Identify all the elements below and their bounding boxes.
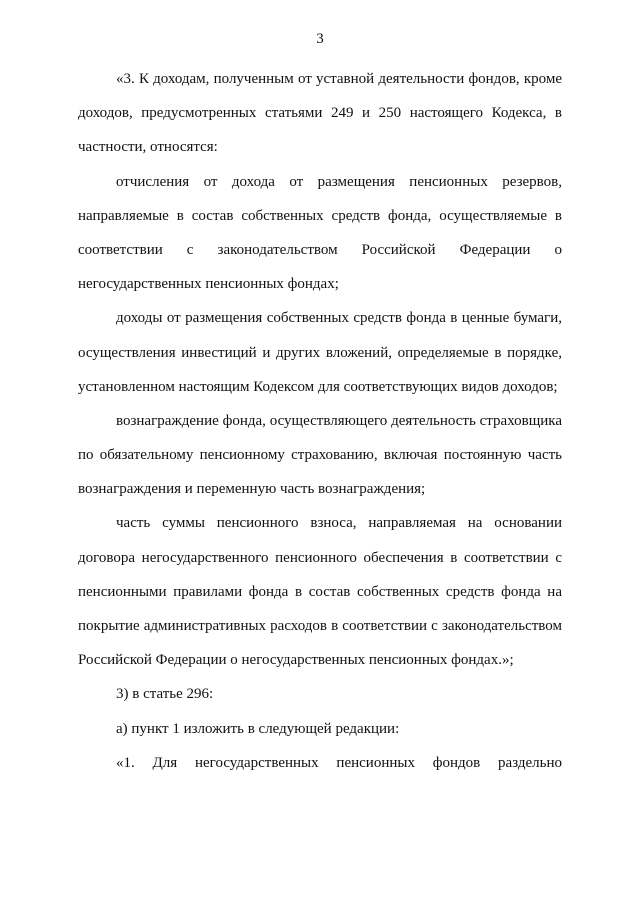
text-line: установленном настоящим Кодексом для соответствующих видов доходов; [78, 378, 558, 395]
document-body [78, 62, 562, 780]
text-line: покрытие административных расходов в соответствии с законодательством [78, 618, 562, 634]
page-number: 3 [316, 31, 324, 47]
text-line: а) пункт 1 изложить в следующей редакции: [116, 720, 400, 737]
text-line: доходов, предусмотренных статьями 249 и 250 настоящего Кодекса, в [78, 105, 562, 122]
text-line: 3) в статье 296: [116, 686, 214, 703]
text-line: Российской Федерации о негосударственных пенсионных фондах.»; [78, 652, 514, 669]
text-line: соответствии с законодательством Российской Федерации о [78, 241, 562, 258]
text-line: пенсионными правилами фонда в состав собственных средств фонда на [78, 583, 562, 600]
text-line: отчисления от дохода от размещения пенсионных резервов, [116, 173, 562, 190]
text-line: доходы от размещения собственных средств фонда в ценные бумаги, [116, 310, 562, 327]
text-line: часть суммы пенсионного взноса, направляемая на основании [116, 515, 562, 532]
text-line: осуществления инвестиций и других вложений, определяемые в порядке, [78, 344, 562, 361]
text-line: частности, относятся: [78, 139, 218, 156]
text-line: вознаграждение фонда, осуществляющего деятельность страховщика [116, 412, 562, 429]
text-line: негосударственных пенсионных фондах; [78, 276, 339, 293]
text-line: по обязательному пенсионному страхованию, включая постоянную часть [78, 447, 562, 464]
text-line: вознаграждения и переменную часть вознаграждения; [78, 481, 426, 498]
text-line: «3. К доходам, полученным от уставной деятельности фондов, кроме [116, 71, 562, 87]
text-line: «1. Для негосударственных пенсионных фондов раздельно [116, 754, 562, 771]
text-line: договора негосударственного пенсионного обеспечения в соответствии с [78, 549, 562, 566]
text-line: направляемые в состав собственных средств фонда, осуществляемые в [78, 207, 562, 224]
